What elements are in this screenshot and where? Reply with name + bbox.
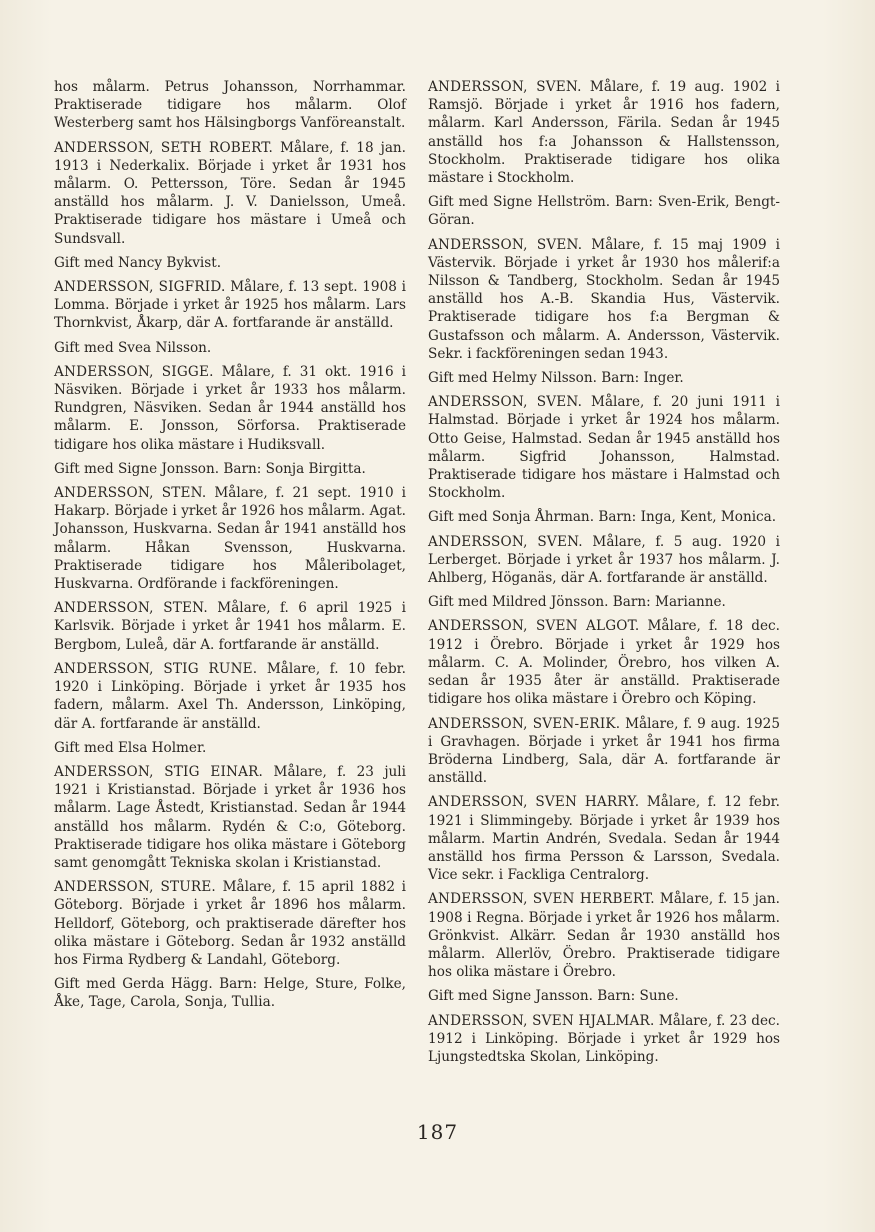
entry-text: Gift med Sonja Åhrman. Barn: Inga, Kent, Monica. [428, 509, 777, 526]
entry-text: Målare, f. 6 april 1925 i Karlsvik. Började i yrket år 1941 hos målarm. E. Bergbom, Luleå, där A. fortfarande är anställd. [54, 600, 406, 653]
entry-name: ANDERSSON, STIG RUNE. [54, 660, 258, 677]
entry-text-line [428, 987, 780, 1005]
entry-name: ANDERSSON, SIGGE. [54, 363, 214, 380]
entry-text: Målare, f. 19 aug. 1902 i Ramsjö. Började i yrket år 1916 hos fadern, målarm. Karl Andersson, Färila. Sedan år 1945 anställd hos f:a Johansson & Hallstensson, Stockholm. Praktiserade tidigare hos olika mästare i Stockholm. [428, 79, 780, 187]
entry-text-line [54, 78, 406, 133]
biography-entry [54, 660, 406, 733]
entry-name: ANDERSSON, STEN. [54, 485, 207, 502]
biography-entry [428, 1012, 780, 1067]
right-column [428, 78, 780, 1072]
biography-entry [428, 393, 780, 502]
entry-name: ANDERSSON, SVEN. [428, 236, 583, 253]
entry-text: Målare, f. 10 febr. 1920 i Linköping. Började i yrket år 1935 hos fadern, målarm. Axel Th. Andersson, Linköping, där A. fortfarande är anställd. [54, 660, 406, 732]
entry-text: Gift med Signe Hellström. Barn: Sven-Erik, Bengt-Göran. [428, 194, 780, 229]
entry-text: Målare, f. 20 juni 1911 i Halmstad. Började i yrket år 1924 hos målarm. Otto Geise, Halmstad. Sedan år 1945 anställd hos målarm. Sigfrid Johansson, Halmstad. Praktiserade tidigare hos mästare i Halmstad och Stockholm. [428, 394, 780, 502]
biography-entry [428, 533, 780, 588]
entry-text: Målare, f. 9 aug. 1925 i Gravhagen. Började i yrket år 1941 hos firma Bröderna Lindberg, Sala, där A. fortfarande är anställd. [428, 715, 780, 787]
biography-entry [54, 878, 406, 969]
entry-text-line [428, 508, 780, 526]
entry-text: Målare, f. 15 april 1882 i Göteborg. Började i yrket år 1896 hos målarm. Helldorf, Göteborg, och praktiserade därefter hos olika mästare i Göteborg. Sedan år 1932 anställd hos Firma Rydberg & Landahl, Göteborg. [54, 879, 407, 968]
entry-name: ANDERSSON, SVEN HERBERT. [428, 891, 655, 908]
entry-text: Gift med Elsa Holmer. [54, 739, 207, 756]
biography-entry [54, 363, 406, 454]
entry-name: ANDERSSON, SVEN ALGOT. [428, 618, 640, 635]
biography-entry [54, 599, 406, 654]
entry-name: ANDERSSON, SVEN. [428, 394, 583, 411]
entry-text-line [54, 975, 406, 1011]
entry-text: Gift med Signe Jonsson. Barn: Sonja Birgitta. [54, 460, 366, 477]
biography-entry [54, 763, 406, 872]
entry-name: ANDERSSON, SVEN-ERIK. [428, 715, 621, 732]
entry-text-line [428, 369, 780, 387]
biography-entry [428, 78, 780, 187]
entry-text: Gift med Mildred Jönsson. Barn: Marianne. [428, 594, 726, 611]
biography-entry [54, 484, 406, 593]
entry-text: Gift med Nancy Bykvist. [54, 254, 222, 271]
entry-text: Målare, f. 18 jan. 1913 i Nederkalix. Började i yrket år 1931 hos målarm. O. Pettersson, Töre. Sedan år 1945 anställd hos målarm. J. V. Danielsson, Umeå. Praktiserade tidigare hos mästare i Umeå och Sundsvall. [54, 139, 406, 247]
entry-text: Målare, f. 21 sept. 1910 i Hakarp. Började i yrket år 1926 hos målarm. Agat. Johansson, Huskvarna. Sedan år 1941 anställd hos målarm. Håkan Svensson, Huskvarna. Praktiserade tidigare hos Måleribolaget, Huskvarna. Ordförande i fackföreningen. [54, 485, 406, 593]
entry-name: ANDERSSON, STIG EINAR. [54, 763, 264, 780]
page-number: 187 [416, 1120, 459, 1144]
entry-text: Målare, f. 13 sept. 1908 i Lomma. Började i yrket år 1925 hos målarm. Lars Thornkvist, Åkarp, där A. fortfarande är anställd. [54, 279, 406, 332]
entry-text: Målare, f. 23 dec. 1912 i Linköping. Började i yrket år 1929 hos Ljungstedtska Skolan, Linköping. [428, 1012, 780, 1065]
entry-text: Målare, f. 23 juli 1921 i Kristianstad. Började i yrket år 1936 hos målarm. Lage Åstedt, Kristianstad. Sedan år 1944 anställd hos målarm. Rydén & C:o, Göteborg. Praktiserade tidigare hos olika mästare i Göteborg samt genomgått Tekniska skolan i Kristianstad. [54, 763, 406, 871]
entry-text: hos målarm. Petrus Johansson, Norrhammar. Praktiserade tidigare hos målarm. Olof Westerberg samt hos Hälsingborgs Vanföreanstalt. [54, 79, 406, 132]
entry-name: ANDERSSON, SIGFRID. [54, 279, 226, 296]
entry-text-line [428, 193, 780, 229]
biography-entry [428, 236, 780, 363]
entry-text: Gift med Svea Nilsson. [54, 339, 212, 356]
left-column [54, 78, 406, 1018]
entry-name: ANDERSSON, SVEN HARRY. [428, 794, 640, 811]
entry-name: ANDERSSON, SVEN. [428, 79, 582, 95]
biography-entry [428, 890, 780, 981]
entry-text: Målare, f. 18 dec. 1912 i Örebro. Började i yrket år 1929 hos målarm. C. A. Molinder, Örebro, hos vilken A. sedan år 1935 åter är anställd. Praktiserade tidigare hos olika mästare i Örebro och Köping. [428, 618, 780, 708]
entry-name: ANDERSSON, SVEN HJALMAR. [428, 1012, 655, 1029]
entry-text: Målare, f. 12 febr. 1921 i Slimmingeby. Började i yrket år 1939 hos målarm. Martin Andrén, Svedala. Sedan år 1944 anställd hos firma Persson & Larsson, Svedala. Vice sekr. i Fackliga Centralorg. [428, 794, 780, 884]
entry-text-line [54, 739, 406, 757]
entry-name: ANDERSSON, SETH ROBERT. [54, 139, 274, 156]
entry-text: Målare, f. 31 okt. 1916 i Näsviken. Började i yrket år 1933 hos målarm. Rundgren, Näsviken. Sedan år 1944 anställd hos målarm. E. Jonsson, Sörforsa. Praktiserade tidigare hos olika mästare i Hudiksvall. [54, 363, 406, 453]
biography-entry [428, 617, 780, 708]
biography-entry [54, 139, 406, 248]
entry-text: Gift med Gerda Hägg. Barn: Helge, Sture, Folke, Åke, Tage, Carola, Sonja, Tullia. [54, 976, 406, 1011]
entry-text-line [54, 254, 406, 272]
entry-text-line [54, 339, 406, 357]
entry-text: Gift med Signe Jansson. Barn: Sune. [428, 988, 679, 1005]
entry-text-line [54, 460, 406, 478]
entry-name: ANDERSSON, SVEN. [428, 533, 583, 550]
entry-name: ANDERSSON, STEN. [54, 600, 208, 617]
biography-entry [54, 278, 406, 333]
entry-text: Gift med Helmy Nilsson. Barn: Inger. [428, 370, 684, 387]
entry-text: Målare, f. 15 maj 1909 i Västervik. Började i yrket år 1930 hos målerif:a Nilsson & Tandberg, Stockholm. Sedan år 1945 anställd hos A.-B. Skandia Hus, Västervik. Praktiserade tidigare hos f:a Bergman & Gustafsson och målarm. A. Andersson, Västervik. Sekr. i fackföreningen sedan 1943. [428, 236, 780, 362]
entry-text: Målare, f. 5 aug. 1920 i Lerberget. Började i yrket år 1937 hos målarm. J. Ahlberg, Höganäs, där A. fortfarande är anställd. [428, 533, 780, 587]
entry-text-line [428, 593, 780, 611]
biography-entry [428, 715, 780, 788]
biography-entry [428, 793, 780, 884]
entry-text: Målare, f. 15 jan. 1908 i Regna. Började i yrket år 1926 hos målarm. Grönkvist. Alkärr. Sedan år 1930 anställd hos målarm. Allerlöv, Örebro. Praktiserade tidigare hos olika mästare i Örebro. [428, 891, 780, 981]
entry-name: ANDERSSON, STURE. [54, 879, 216, 896]
